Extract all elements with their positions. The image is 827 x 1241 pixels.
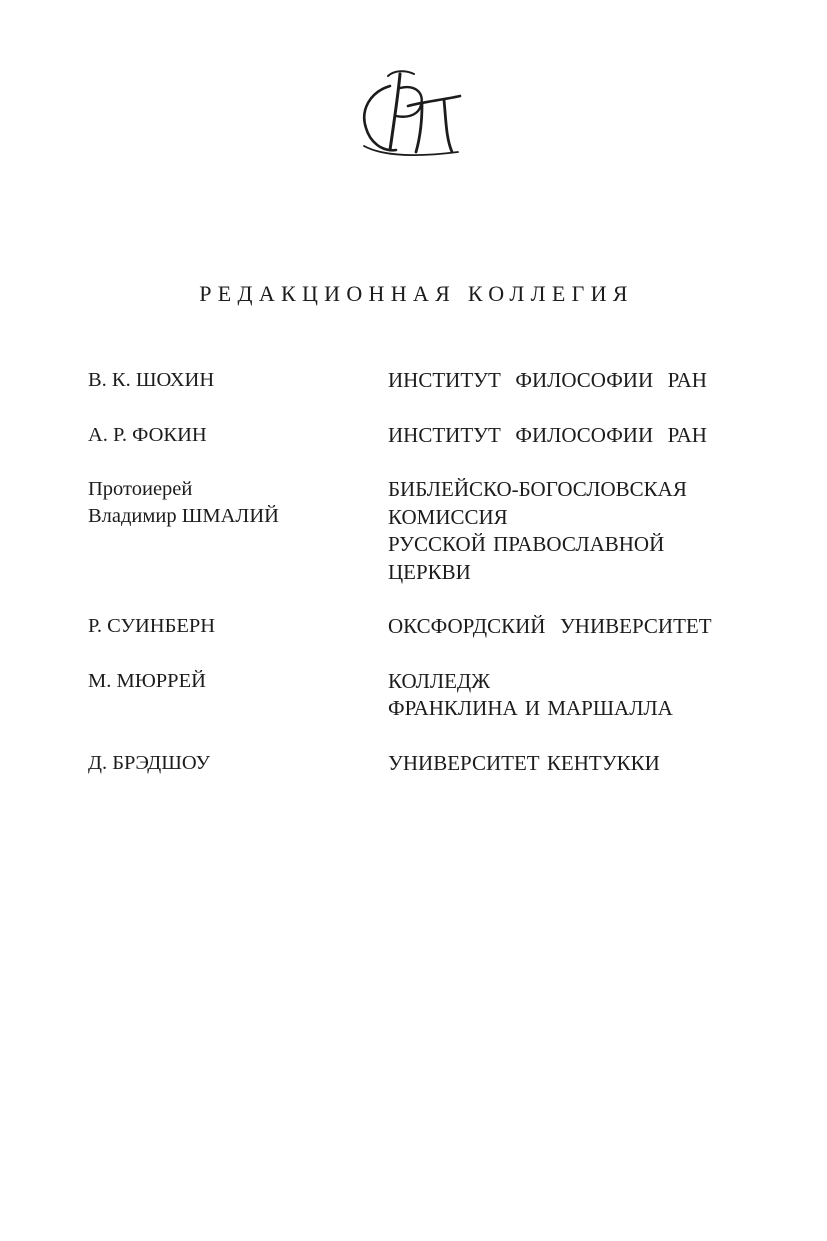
board-member <box>88 476 768 586</box>
board-member <box>88 422 768 450</box>
member-institution: УНИВЕРСИТЕТ КЕНТУККИ <box>388 750 660 775</box>
member-name: М. МЮРРЕЙ <box>88 669 206 692</box>
member-name: Р. СУИНБЕРН <box>88 615 216 637</box>
member-institution: ИНСТИТУТ ФИЛОСОФИИ РАН <box>388 368 707 392</box>
editorial-board-heading: РЕДАКЦИОННАЯ КОЛЛЕГИЯ <box>199 281 634 306</box>
member-institution: БИБЛЕЙСКО-БОГОСЛОВСКАЯ КОМИССИЯ РУССКОЙ ПРАВОСЛАВНОЙ ЦЕРКВИ <box>388 477 687 584</box>
member-institution: ИНСТИТУТ ФИЛОСОФИИ РАН <box>388 422 707 447</box>
member-name: Протоиерей Владимир ШМАЛИЙ <box>88 478 279 527</box>
member-name: В. К. ШОХИН <box>88 369 215 391</box>
member-name: А. Р. ФОКИН <box>88 423 207 446</box>
board-member <box>88 750 768 778</box>
member-institution: КОЛЛЕДЖ ФРАНКЛИНА И МАРШАЛЛА <box>388 668 673 720</box>
member-name: Д. БРЭДШОУ <box>88 751 211 774</box>
board-member <box>88 367 768 395</box>
editorial-board-list <box>88 367 768 804</box>
board-member <box>88 613 768 641</box>
member-institution: ОКСФОРДСКИЙ УНИВЕРСИТЕТ <box>388 614 712 638</box>
ft-monogram-icon <box>356 66 468 162</box>
board-member <box>88 668 768 723</box>
